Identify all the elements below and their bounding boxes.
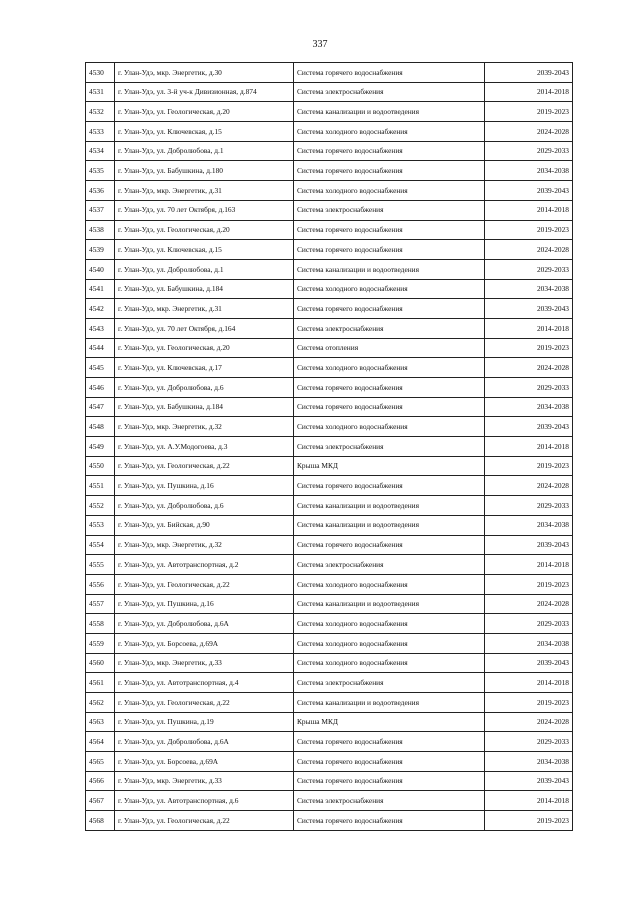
address-cell: г. Улан-Удэ, мкр. Энергетик, д.32 — [115, 417, 294, 437]
row-number: 4544 — [86, 338, 115, 358]
row-number: 4564 — [86, 732, 115, 752]
table-row — [86, 358, 573, 378]
address-cell: г. Улан-Удэ, мкр. Энергетик, д.30 — [115, 63, 294, 83]
address-cell: г. Улан-Удэ, ул. Добролюбова, д.6 — [115, 378, 294, 398]
row-number: 4557 — [86, 594, 115, 614]
system-cell: Система канализации и водоотведения — [294, 515, 485, 535]
address-cell: г. Улан-Удэ, ул. Борсоева, д.69А — [115, 633, 294, 653]
address-cell: г. Улан-Удэ, ул. Геологическая, д.22 — [115, 574, 294, 594]
row-number: 4568 — [86, 811, 115, 831]
table-row — [86, 732, 573, 752]
system-cell: Система горячего водоснабжения — [294, 141, 485, 161]
address-cell: г. Улан-Удэ, мкр. Энергетик, д.32 — [115, 535, 294, 555]
system-cell: Система горячего водоснабжения — [294, 240, 485, 260]
row-number: 4535 — [86, 161, 115, 181]
system-cell: Система канализации и водоотведения — [294, 102, 485, 122]
address-cell: г. Улан-Удэ, ул. Геологическая, д.22 — [115, 693, 294, 713]
address-cell: г. Улан-Удэ, мкр. Энергетик, д.33 — [115, 771, 294, 791]
row-number: 4549 — [86, 437, 115, 457]
table-row — [86, 653, 573, 673]
table-row — [86, 535, 573, 555]
system-cell: Система канализации и водоотведения — [294, 594, 485, 614]
system-cell: Система электроснабжения — [294, 200, 485, 220]
system-cell: Система электроснабжения — [294, 82, 485, 102]
row-number: 4566 — [86, 771, 115, 791]
system-cell: Система горячего водоснабжения — [294, 752, 485, 772]
row-number: 4538 — [86, 220, 115, 240]
address-cell: г. Улан-Удэ, ул. Автотранспортная, д.4 — [115, 673, 294, 693]
system-cell: Система холодного водоснабжения — [294, 417, 485, 437]
table-row — [86, 338, 573, 358]
period-cell: 2034-2038 — [485, 515, 573, 535]
row-number: 4548 — [86, 417, 115, 437]
period-cell: 2034-2038 — [485, 161, 573, 181]
period-cell: 2024-2028 — [485, 476, 573, 496]
row-number: 4553 — [86, 515, 115, 535]
system-cell: Система холодного водоснабжения — [294, 181, 485, 201]
table-row — [86, 496, 573, 516]
row-number: 4552 — [86, 496, 115, 516]
row-number: 4536 — [86, 181, 115, 201]
table-row — [86, 318, 573, 338]
repair-schedule-table — [85, 62, 573, 831]
period-cell: 2029-2033 — [485, 141, 573, 161]
address-cell: г. Улан-Удэ, ул. Пушкина, д.16 — [115, 476, 294, 496]
period-cell: 2039-2043 — [485, 535, 573, 555]
row-number: 4567 — [86, 791, 115, 811]
period-cell: 2014-2018 — [485, 673, 573, 693]
system-cell: Система горячего водоснабжения — [294, 397, 485, 417]
system-cell: Система холодного водоснабжения — [294, 279, 485, 299]
address-cell: г. Улан-Удэ, ул. Геологическая, д.22 — [115, 811, 294, 831]
period-cell: 2039-2043 — [485, 63, 573, 83]
table-row — [86, 752, 573, 772]
row-number: 4565 — [86, 752, 115, 772]
period-cell: 2039-2043 — [485, 417, 573, 437]
period-cell: 2034-2038 — [485, 397, 573, 417]
period-cell: 2019-2023 — [485, 220, 573, 240]
table-row — [86, 555, 573, 575]
row-number: 4559 — [86, 633, 115, 653]
system-cell: Система холодного водоснабжения — [294, 122, 485, 142]
address-cell: г. Улан-Удэ, ул. 70 лет Октября, д.163 — [115, 200, 294, 220]
address-cell: г. Улан-Удэ, мкр. Энергетик, д.31 — [115, 181, 294, 201]
row-number: 4539 — [86, 240, 115, 260]
row-number: 4547 — [86, 397, 115, 417]
address-cell: г. Улан-Удэ, ул. Добролюбова, д.1 — [115, 141, 294, 161]
address-cell: г. Улан-Удэ, мкр. Энергетик, д.33 — [115, 653, 294, 673]
period-cell: 2034-2038 — [485, 279, 573, 299]
address-cell: г. Улан-Удэ, ул. 3-й уч-к Дивизионная, д.874 — [115, 82, 294, 102]
period-cell: 2024-2028 — [485, 122, 573, 142]
table-row — [86, 397, 573, 417]
system-cell: Система горячего водоснабжения — [294, 535, 485, 555]
table-row — [86, 82, 573, 102]
table-row — [86, 456, 573, 476]
system-cell: Система канализации и водоотведения — [294, 259, 485, 279]
table-row — [86, 712, 573, 732]
row-number: 4531 — [86, 82, 115, 102]
table-row — [86, 200, 573, 220]
row-number: 4543 — [86, 318, 115, 338]
period-cell: 2039-2043 — [485, 771, 573, 791]
row-number: 4541 — [86, 279, 115, 299]
row-number: 4532 — [86, 102, 115, 122]
period-cell: 2019-2023 — [485, 338, 573, 358]
period-cell: 2024-2028 — [485, 712, 573, 732]
table-row — [86, 693, 573, 713]
system-cell: Система электроснабжения — [294, 673, 485, 693]
page-number: 337 — [312, 39, 328, 50]
table-row — [86, 417, 573, 437]
system-cell: Система горячего водоснабжения — [294, 771, 485, 791]
system-cell: Система холодного водоснабжения — [294, 633, 485, 653]
address-cell: г. Улан-Удэ, ул. Автотранспортная, д.6 — [115, 791, 294, 811]
address-cell: г. Улан-Удэ, ул. Геологическая, д.20 — [115, 220, 294, 240]
address-cell: г. Улан-Удэ, ул. 70 лет Октября, д.164 — [115, 318, 294, 338]
system-cell: Система холодного водоснабжения — [294, 614, 485, 634]
period-cell: 2034-2038 — [485, 752, 573, 772]
address-cell: г. Улан-Удэ, ул. Геологическая, д.20 — [115, 102, 294, 122]
address-cell: г. Улан-Удэ, мкр. Энергетик, д.31 — [115, 299, 294, 319]
system-cell: Система горячего водоснабжения — [294, 732, 485, 752]
system-cell: Крыша МКД — [294, 712, 485, 732]
table-body — [86, 63, 573, 831]
period-cell: 2014-2018 — [485, 555, 573, 575]
row-number: 4550 — [86, 456, 115, 476]
system-cell: Система электроснабжения — [294, 437, 485, 457]
row-number: 4537 — [86, 200, 115, 220]
address-cell: г. Улан-Удэ, ул. Добролюбова, д.6 — [115, 496, 294, 516]
system-cell: Система электроснабжения — [294, 791, 485, 811]
table-row — [86, 437, 573, 457]
address-cell: г. Улан-Удэ, ул. Ключевская, д.15 — [115, 122, 294, 142]
system-cell: Система горячего водоснабжения — [294, 378, 485, 398]
table-row — [86, 220, 573, 240]
row-number: 4555 — [86, 555, 115, 575]
table-row — [86, 574, 573, 594]
period-cell: 2029-2033 — [485, 614, 573, 634]
row-number: 4561 — [86, 673, 115, 693]
address-cell: г. Улан-Удэ, ул. Ключевская, д.15 — [115, 240, 294, 260]
period-cell: 2019-2023 — [485, 574, 573, 594]
table-row — [86, 673, 573, 693]
address-cell: г. Улан-Удэ, ул. Геологическая, д.22 — [115, 456, 294, 476]
table-row — [86, 594, 573, 614]
row-number: 4562 — [86, 693, 115, 713]
period-cell: 2014-2018 — [485, 437, 573, 457]
period-cell: 2014-2018 — [485, 318, 573, 338]
table-row — [86, 771, 573, 791]
address-cell: г. Улан-Удэ, ул. Пушкина, д.16 — [115, 594, 294, 614]
row-number: 4534 — [86, 141, 115, 161]
table-row — [86, 378, 573, 398]
table-row — [86, 259, 573, 279]
address-cell: г. Улан-Удэ, ул. Бийская, д.90 — [115, 515, 294, 535]
period-cell: 2019-2023 — [485, 811, 573, 831]
system-cell: Система отопления — [294, 338, 485, 358]
row-number: 4540 — [86, 259, 115, 279]
table-row — [86, 102, 573, 122]
row-number: 4533 — [86, 122, 115, 142]
row-number: 4560 — [86, 653, 115, 673]
row-number: 4546 — [86, 378, 115, 398]
row-number: 4563 — [86, 712, 115, 732]
period-cell: 2014-2018 — [485, 791, 573, 811]
system-cell: Крыша МКД — [294, 456, 485, 476]
table-row — [86, 122, 573, 142]
period-cell: 2039-2043 — [485, 181, 573, 201]
table-row — [86, 791, 573, 811]
system-cell: Система горячего водоснабжения — [294, 811, 485, 831]
row-number: 4551 — [86, 476, 115, 496]
row-number: 4558 — [86, 614, 115, 634]
period-cell: 2029-2033 — [485, 378, 573, 398]
table-row — [86, 515, 573, 535]
address-cell: г. Улан-Удэ, ул. Пушкина, д.19 — [115, 712, 294, 732]
period-cell: 2024-2028 — [485, 240, 573, 260]
row-number: 4542 — [86, 299, 115, 319]
address-cell: г. Улан-Удэ, ул. Добролюбова, д.1 — [115, 259, 294, 279]
table-row — [86, 614, 573, 634]
period-cell: 2019-2023 — [485, 456, 573, 476]
system-cell: Система горячего водоснабжения — [294, 476, 485, 496]
period-cell: 2029-2033 — [485, 732, 573, 752]
system-cell: Система холодного водоснабжения — [294, 653, 485, 673]
address-cell: г. Улан-Удэ, ул. Автотранспортная, д.2 — [115, 555, 294, 575]
system-cell: Система электроснабжения — [294, 318, 485, 338]
system-cell: Система горячего водоснабжения — [294, 299, 485, 319]
table-row — [86, 299, 573, 319]
table-row — [86, 811, 573, 831]
period-cell: 2014-2018 — [485, 82, 573, 102]
period-cell: 2039-2043 — [485, 299, 573, 319]
row-number: 4530 — [86, 63, 115, 83]
table-row — [86, 181, 573, 201]
address-cell: г. Улан-Удэ, ул. Геологическая, д.20 — [115, 338, 294, 358]
address-cell: г. Улан-Удэ, ул. Добролюбова, д.6А — [115, 732, 294, 752]
table-row — [86, 161, 573, 181]
address-cell: г. Улан-Удэ, ул. Бабушкина, д.184 — [115, 397, 294, 417]
period-cell: 2024-2028 — [485, 594, 573, 614]
system-cell: Система канализации и водоотведения — [294, 496, 485, 516]
row-number: 4556 — [86, 574, 115, 594]
period-cell: 2014-2018 — [485, 200, 573, 220]
system-cell: Система горячего водоснабжения — [294, 161, 485, 181]
system-cell: Система горячего водоснабжения — [294, 63, 485, 83]
address-cell: г. Улан-Удэ, ул. Борсоева, д.69А — [115, 752, 294, 772]
table-row — [86, 240, 573, 260]
period-cell: 2034-2038 — [485, 633, 573, 653]
address-cell: г. Улан-Удэ, ул. Добролюбова, д.6А — [115, 614, 294, 634]
address-cell: г. Улан-Удэ, ул. Бабушкина, д.180 — [115, 161, 294, 181]
address-cell: г. Улан-Удэ, ул. Бабушкина, д.184 — [115, 279, 294, 299]
table-row — [86, 476, 573, 496]
table-row — [86, 63, 573, 83]
period-cell: 2029-2033 — [485, 259, 573, 279]
system-cell: Система холодного водоснабжения — [294, 574, 485, 594]
system-cell: Система холодного водоснабжения — [294, 358, 485, 378]
row-number: 4545 — [86, 358, 115, 378]
row-number: 4554 — [86, 535, 115, 555]
period-cell: 2019-2023 — [485, 102, 573, 122]
table-row — [86, 633, 573, 653]
table-row — [86, 279, 573, 299]
system-cell: Система горячего водоснабжения — [294, 220, 485, 240]
system-cell: Система канализации и водоотведения — [294, 693, 485, 713]
system-cell: Система электроснабжения — [294, 555, 485, 575]
table-row — [86, 141, 573, 161]
period-cell: 2019-2023 — [485, 693, 573, 713]
address-cell: г. Улан-Удэ, ул. Ключевская, д.17 — [115, 358, 294, 378]
period-cell: 2039-2043 — [485, 653, 573, 673]
period-cell: 2029-2033 — [485, 496, 573, 516]
address-cell: г. Улан-Удэ, ул. А.У.Модогоева, д.3 — [115, 437, 294, 457]
period-cell: 2024-2028 — [485, 358, 573, 378]
